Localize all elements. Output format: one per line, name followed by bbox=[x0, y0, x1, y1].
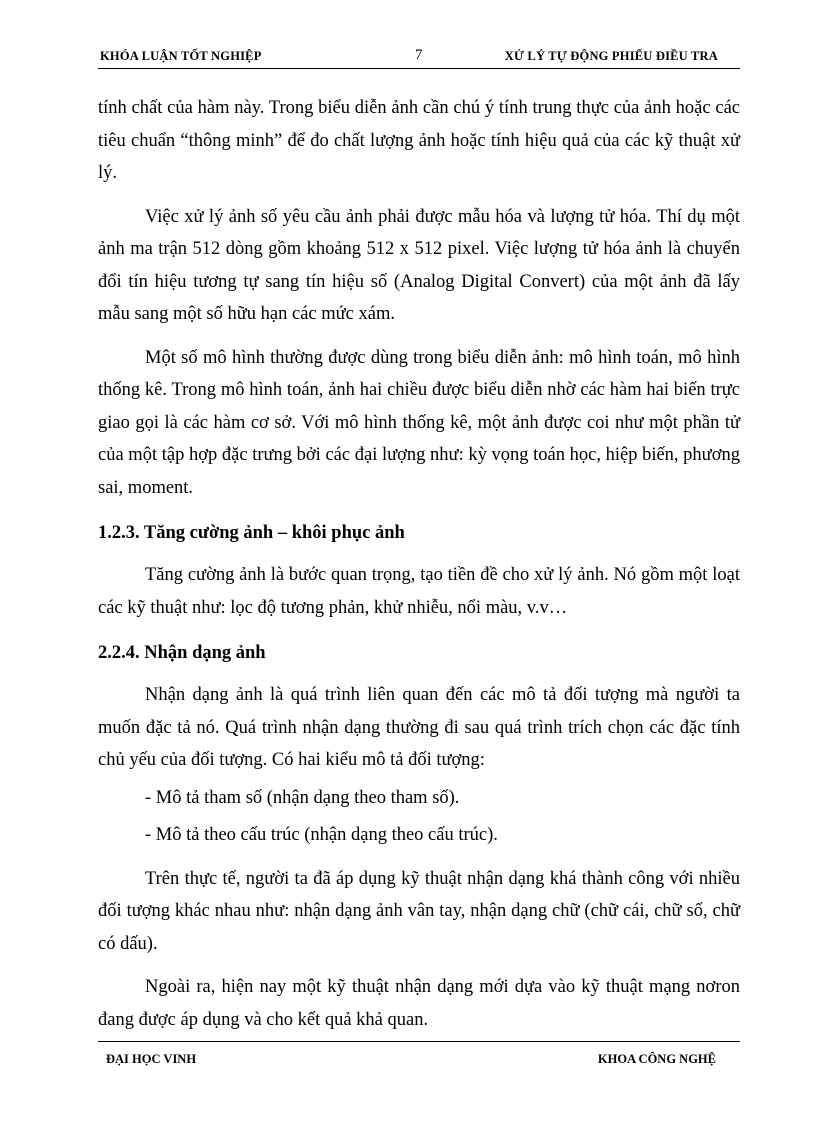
header-topic-title: XỬ LÝ TỰ ĐỘNG PHIẾU ĐIỀU TRA bbox=[504, 49, 718, 63]
page-header bbox=[98, 46, 740, 69]
header-thesis-title: KHÓA LUẬN TỐT NGHIỆP bbox=[100, 49, 262, 63]
section-heading-enhancement: 1.2.3. Tăng cường ảnh – khôi phục ảnh bbox=[98, 523, 405, 543]
footer-university: ĐẠI HỌC VINH bbox=[106, 1052, 197, 1066]
bullet-structure-description: - Mô tả theo cấu trúc (nhận dạng theo cấu trúc). bbox=[145, 825, 498, 845]
page-number: 7 bbox=[415, 47, 423, 63]
paragraph-6: Trên thực tế, người ta đã áp dụng kỹ thuật nhận dạng khá thành công với nhiều đối tượng khác nhau như: nhận dạng ảnh vân tay, nhận dạng chữ (chữ cái, chữ số, chữ có dấu). bbox=[98, 868, 740, 954]
footer-faculty: KHOA CÔNG NGHỆ bbox=[597, 1052, 716, 1066]
bullet-parameter-description: - Mô tả tham số (nhận dạng theo tham số). bbox=[145, 787, 460, 808]
section-heading-recognition: 2.2.4. Nhận dạng ảnh bbox=[98, 643, 266, 663]
paragraph-2: Việc xử lý ảnh số yêu cầu ảnh phải được mẫu hóa và lượng tử hóa. Thí dụ một ảnh ma trận 512 dòng gồm khoảng 512 x 512 pixel. Việc lượng tử hóa ảnh là chuyển đổi tín hiệu tương tự sang tín hiệu số (Analog Digital Convert) của một ảnh đã lấy mẫu sang một số hữu hạn các mức xám. bbox=[98, 206, 740, 324]
paragraph-1: tính chất của hàm này. Trong biểu diễn ảnh cần chú ý tính trung thực của ảnh hoặc các tiêu chuẩn “thông minh” để đo chất lượng ảnh hoặc tính hiệu quả của các kỹ thuật xử lý. bbox=[98, 98, 740, 183]
page-content bbox=[98, 92, 740, 1036]
paragraph-3: Một số mô hình thường được dùng trong biểu diễn ảnh: mô hình toán, mô hình thống kê. Trong mô hình toán, ảnh hai chiều được biểu diễn nhờ các hàm hai biến trực giao gọi là các hàm cơ sở. Với mô hình thống kê, một ảnh được coi như một phần tử của một tập hợp đặc trưng bởi các đại lượng như: kỳ vọng toán học, hiệp biến, phương sai, moment. bbox=[98, 347, 740, 498]
paragraph-7: Ngoài ra, hiện nay một kỹ thuật nhận dạng mới dựa vào kỹ thuật mạng nơron đang được áp dụng và cho kết quả khả quan. bbox=[98, 977, 740, 1030]
paragraph-4: Tăng cường ảnh là bước quan trọng, tạo tiền đề cho xử lý ảnh. Nó gồm một loạt các kỹ thuật như: lọc độ tương phản, khử nhiễu, nổi màu, v.v… bbox=[98, 565, 740, 618]
paragraph-5: Nhận dạng ảnh là quá trình liên quan đến các mô tả đối tượng mà người ta muốn đặc tả nó. Quá trình nhận dạng thường đi sau quá trình trích chọn các đặc tính chủ yếu của đối tượng. Có hai kiểu mô tả đối tượng: bbox=[98, 685, 740, 770]
page-footer bbox=[98, 1041, 740, 1066]
